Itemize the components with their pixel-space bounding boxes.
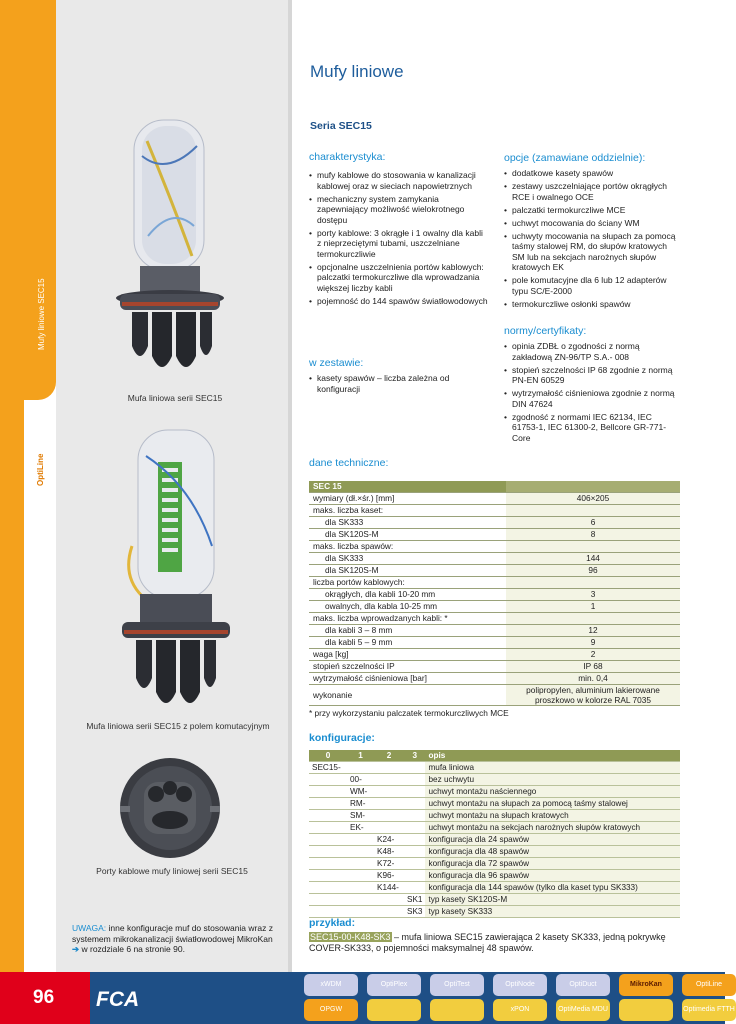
tech-value: 2	[506, 649, 680, 661]
brand-label: OptiLine	[36, 453, 45, 486]
config-code	[404, 834, 425, 846]
characteristics-heading: charakterystyka:	[309, 151, 386, 163]
config-code	[404, 822, 425, 834]
config-code: K144-	[374, 882, 404, 894]
config-description: uchwyt montażu na sekcjach narożnych słupów kratowych	[425, 822, 680, 834]
config-code	[309, 834, 347, 846]
set-item: • kasety spawów – liczba zależna od konfiguracji	[309, 373, 489, 394]
tech-label: owalnych, dla kabla 10-25 mm	[309, 601, 506, 613]
config-description: konfiguracja dla 24 spawów	[425, 834, 680, 846]
set-list	[309, 373, 489, 397]
tech-label: maks. liczba kaset:	[309, 505, 506, 517]
config-code	[347, 870, 374, 882]
config-code: 00-	[347, 774, 374, 786]
config-code	[309, 882, 347, 894]
config-code	[374, 774, 404, 786]
example-description: – mufa liniowa SEC15 zawierająca 2 kasety SK333, jedną pokrywkę COVER-SK333, o pojemności maksymalnej 48 spawów.	[309, 932, 666, 953]
tech-value-line: polipropylen, aluminium lakierowane	[526, 685, 660, 695]
config-code: SEC15-	[309, 762, 347, 774]
tech-label: okrągłych, dla kabli 10-20 mm	[309, 589, 506, 601]
nav-tab-optiduct[interactable]: OptiDuct	[556, 974, 610, 996]
tech-value	[506, 613, 680, 625]
tech-label: dla SK333	[309, 553, 506, 565]
nav-tab-optiline[interactable]: OptiLine	[682, 974, 736, 996]
orange-strip	[0, 0, 24, 972]
tech-heading: dane techniczne:	[309, 457, 389, 469]
config-row	[309, 774, 680, 786]
nav-tab-bottom-6[interactable]: Optimedia FTTH	[682, 999, 736, 1021]
set-heading: w zestawie:	[309, 357, 364, 369]
config-code	[309, 786, 347, 798]
tech-row	[309, 589, 680, 601]
tech-value: 12	[506, 625, 680, 637]
config-row	[309, 786, 680, 798]
config-code	[374, 810, 404, 822]
tech-label: waga [kg]	[309, 649, 506, 661]
config-column-header: 3	[404, 750, 425, 762]
config-code: WM-	[347, 786, 374, 798]
config-description: konfiguracja dla 96 spawów	[425, 870, 680, 882]
config-column-header: 0	[309, 750, 347, 762]
config-code	[309, 894, 347, 906]
tech-label: wymiary (dł.×śr.) [mm]	[309, 493, 506, 505]
config-code	[309, 798, 347, 810]
config-code	[347, 906, 374, 918]
nav-tab-optiplex[interactable]: OptiPlex	[367, 974, 421, 996]
nav-tab-optinode[interactable]: OptiNode	[493, 974, 547, 996]
tech-value: 9	[506, 637, 680, 649]
config-code	[404, 798, 425, 810]
tech-value	[506, 685, 680, 706]
closure-image-1	[112, 116, 232, 386]
tech-value: 6	[506, 517, 680, 529]
closure-image-2	[112, 426, 238, 716]
tech-label: liczba portów kablowych:	[309, 577, 506, 589]
config-description: konfiguracja dla 72 spawów	[425, 858, 680, 870]
config-code	[374, 798, 404, 810]
tech-row	[309, 601, 680, 613]
config-code	[404, 774, 425, 786]
tech-label: stopień szczelności IP	[309, 661, 506, 673]
config-code	[374, 762, 404, 774]
config-column-header: opis	[425, 750, 680, 762]
config-code	[404, 858, 425, 870]
tech-row	[309, 493, 680, 505]
config-row	[309, 882, 680, 894]
tech-header-row	[309, 481, 680, 493]
config-code	[404, 870, 425, 882]
config-header-row	[309, 750, 680, 762]
divider	[288, 0, 292, 972]
arrow-icon: ➔	[72, 944, 82, 954]
tech-label: wykonanie	[309, 685, 506, 706]
nav-tab-xwdm[interactable]: xWDM	[304, 974, 358, 996]
caption-1: Mufa liniowa serii SEC15	[127, 393, 223, 403]
characteristic-item: • mufy kablowe do stosowania w kanalizacji kablowej oraz w sieciach napowietrznych	[309, 170, 489, 191]
config-row	[309, 810, 680, 822]
options-list	[504, 168, 679, 312]
tech-footnote: * przy wykorzystaniu palczatek termokurczliwych MCE	[309, 708, 509, 718]
tech-value	[506, 505, 680, 517]
config-code	[404, 882, 425, 894]
option-item: • uchwyty mocowania na słupach za pomocą taśmy stalowej RM, do słupów kratowych SM lub na sekcjach narożnych słupów kratowych EK	[504, 231, 679, 273]
config-code: SK1	[404, 894, 425, 906]
nav-tab-bottom-4[interactable]: OptiMedia MDU	[556, 999, 610, 1021]
config-code: K72-	[374, 858, 404, 870]
tech-value: 8	[506, 529, 680, 541]
tech-row	[309, 625, 680, 637]
page-number: 96	[0, 972, 90, 1024]
config-code	[404, 846, 425, 858]
tech-row	[309, 553, 680, 565]
tech-value: 3	[506, 589, 680, 601]
nav-tab-bottom-3[interactable]: xPON	[493, 999, 547, 1021]
characteristic-item: • mechaniczny system zamykania zapewniający możliwość wielokrotnego dostępu	[309, 194, 489, 226]
characteristic-item: • porty kablowe: 3 okrągłe i 1 owalny dla kabli z nieprzeciętymi tubami, uszczelniane termokurczliwie	[309, 228, 489, 260]
note-prefix: UWAGA:	[72, 923, 107, 933]
tech-row	[309, 649, 680, 661]
page-title: Mufy liniowe	[310, 62, 404, 81]
config-code	[309, 822, 347, 834]
config-code: RM-	[347, 798, 374, 810]
config-description: mufa liniowa	[425, 762, 680, 774]
config-code: SK3	[404, 906, 425, 918]
tech-label: dla SK333	[309, 517, 506, 529]
config-code	[347, 894, 374, 906]
tech-header-value	[506, 481, 680, 493]
cable-ports-image	[114, 756, 226, 862]
config-row	[309, 846, 680, 858]
config-code	[404, 810, 425, 822]
tech-row	[309, 673, 680, 685]
option-item: • dodatkowe kasety spawów	[504, 168, 679, 179]
config-code	[309, 906, 347, 918]
caption-3: Porty kablowe mufy liniowej serii SEC15	[96, 866, 248, 876]
tech-label: dla SK120S-M	[309, 529, 506, 541]
tech-row	[309, 541, 680, 553]
option-item: • zestawy uszczelniające portów okrągłych RCE i owalnego OCE	[504, 181, 679, 202]
nav-tab-bottom-2[interactable]	[430, 999, 484, 1021]
nav-tab-bottom-5[interactable]	[619, 999, 673, 1021]
example-code: SEC15-00-K48-SK3	[310, 932, 391, 942]
series-label: Seria SEC15	[310, 120, 372, 132]
tech-value: 144	[506, 553, 680, 565]
characteristic-item: • opcjonalne uszczelnienia portów kablowych: palczatki termokurczliwe dla wprowadzania większej liczby kabli	[309, 262, 489, 294]
config-code	[347, 858, 374, 870]
nav-tab-bottom-0[interactable]: OPGW	[304, 999, 358, 1021]
config-description: uchwyt montażu na słupach kratowych	[425, 810, 680, 822]
option-item: • palczatki termokurczliwe MCE	[504, 205, 679, 216]
tech-value: 96	[506, 565, 680, 577]
config-code	[309, 858, 347, 870]
section-label: Mufy liniowe SEC15	[37, 278, 46, 350]
tech-label: maks. liczba spawów:	[309, 541, 506, 553]
config-code	[374, 822, 404, 834]
options-heading: opcje (zamawiane oddzielnie):	[504, 152, 646, 164]
config-description: konfiguracja dla 144 spawów (tylko dla kaset typu SK333)	[425, 882, 680, 894]
norm-item: • stopień szczelności IP 68 zgodnie z normą PN-EN 60529	[504, 365, 679, 386]
tech-value-line: proszkowo w kolorze RAL 7035	[535, 695, 651, 705]
config-code	[347, 834, 374, 846]
fca-logo	[94, 985, 142, 1011]
config-row	[309, 894, 680, 906]
config-column-header: 1	[347, 750, 374, 762]
config-description: uchwyt montażu na słupach za pomocą taśmy stalowej	[425, 798, 680, 810]
config-code: K96-	[374, 870, 404, 882]
tech-label: dla SK120S-M	[309, 565, 506, 577]
nav-tab-bottom-1[interactable]	[367, 999, 421, 1021]
brand-tab	[24, 406, 56, 972]
tech-value	[506, 577, 680, 589]
tech-value	[506, 541, 680, 553]
option-item: • pole komutacyjne dla 6 lub 12 adapterów typu SC/E-2000	[504, 275, 679, 296]
config-code	[374, 894, 404, 906]
config-description: typ kasety SK120S-M	[425, 894, 680, 906]
tech-row	[309, 505, 680, 517]
tech-value: 1	[506, 601, 680, 613]
tech-header-label: SEC 15	[309, 481, 506, 493]
config-table	[309, 750, 680, 918]
config-row	[309, 858, 680, 870]
tech-row	[309, 565, 680, 577]
config-code: K24-	[374, 834, 404, 846]
nav-tab-mikrokan[interactable]: MikroKan	[619, 974, 673, 996]
config-heading: konfiguracje:	[309, 732, 375, 744]
tech-row	[309, 661, 680, 673]
config-code	[347, 882, 374, 894]
config-row	[309, 762, 680, 774]
tech-label: maks. liczba wprowadzanych kabli: *	[309, 613, 506, 625]
option-item: • termokurczliwe osłonki spawów	[504, 299, 679, 310]
example-heading: przykład:	[309, 917, 356, 929]
config-row	[309, 834, 680, 846]
example-text	[309, 932, 679, 954]
config-row	[309, 906, 680, 918]
config-code	[404, 762, 425, 774]
norm-item: • zgodność z normami IEC 62134, IEC 61753-1, IEC 61300-2, Bellcore GR-771-Core	[504, 412, 679, 444]
tech-value: IP 68	[506, 661, 680, 673]
config-code: K48-	[374, 846, 404, 858]
norms-heading: normy/certyfikaty:	[504, 325, 587, 337]
note-text: inne konfiguracje muf do stosowania wraz z systemem mikrokanalizacji światłowodowej MikroKan	[72, 923, 273, 944]
svg-text:FCA: FCA	[96, 988, 140, 1011]
tech-row	[309, 517, 680, 529]
config-code	[374, 906, 404, 918]
norm-item: • wytrzymałość ciśnieniowa zgodnie z normą DIN 47624	[504, 388, 679, 409]
config-code: EK-	[347, 822, 374, 834]
option-item: • uchwyt mocowania do ściany WM	[504, 218, 679, 229]
config-column-header: 2	[374, 750, 404, 762]
config-code	[309, 810, 347, 822]
note	[72, 923, 282, 955]
config-code	[374, 786, 404, 798]
tech-value: min. 0,4	[506, 673, 680, 685]
characteristics-list	[309, 170, 489, 309]
config-description: konfiguracja dla 48 spawów	[425, 846, 680, 858]
tech-row	[309, 637, 680, 649]
note-suffix: w rozdziale 6 na stronie 90.	[81, 944, 185, 954]
tech-row	[309, 685, 680, 706]
tech-value: 406×205	[506, 493, 680, 505]
config-description: uchwyt montażu naściennego	[425, 786, 680, 798]
nav-tab-optitest[interactable]: OptiTest	[430, 974, 484, 996]
characteristic-item: • pojemność do 144 spawów światłowodowych	[309, 296, 489, 307]
config-code	[309, 870, 347, 882]
tech-row	[309, 529, 680, 541]
config-description: bez uchwytu	[425, 774, 680, 786]
config-code	[309, 846, 347, 858]
caption-2: Mufa liniowa serii SEC15 z polem komutacyjnym	[86, 721, 270, 731]
tech-label: wytrzymałość ciśnieniowa [bar]	[309, 673, 506, 685]
config-code	[309, 774, 347, 786]
config-code	[347, 846, 374, 858]
config-row	[309, 870, 680, 882]
config-code	[404, 786, 425, 798]
config-code	[347, 762, 374, 774]
norm-item: • opinia ZDBŁ o zgodności z normą zakładową ZN-96/TP S.A.- 008	[504, 341, 679, 362]
norms-list	[504, 341, 679, 446]
tech-label: dla kabli 5 – 9 mm	[309, 637, 506, 649]
config-code: SM-	[347, 810, 374, 822]
config-row	[309, 798, 680, 810]
tech-table	[309, 481, 680, 706]
tech-row	[309, 577, 680, 589]
tech-row	[309, 613, 680, 625]
config-description: typ kasety SK333	[425, 906, 680, 918]
tech-label: dla kabli 3 – 8 mm	[309, 625, 506, 637]
config-row	[309, 822, 680, 834]
